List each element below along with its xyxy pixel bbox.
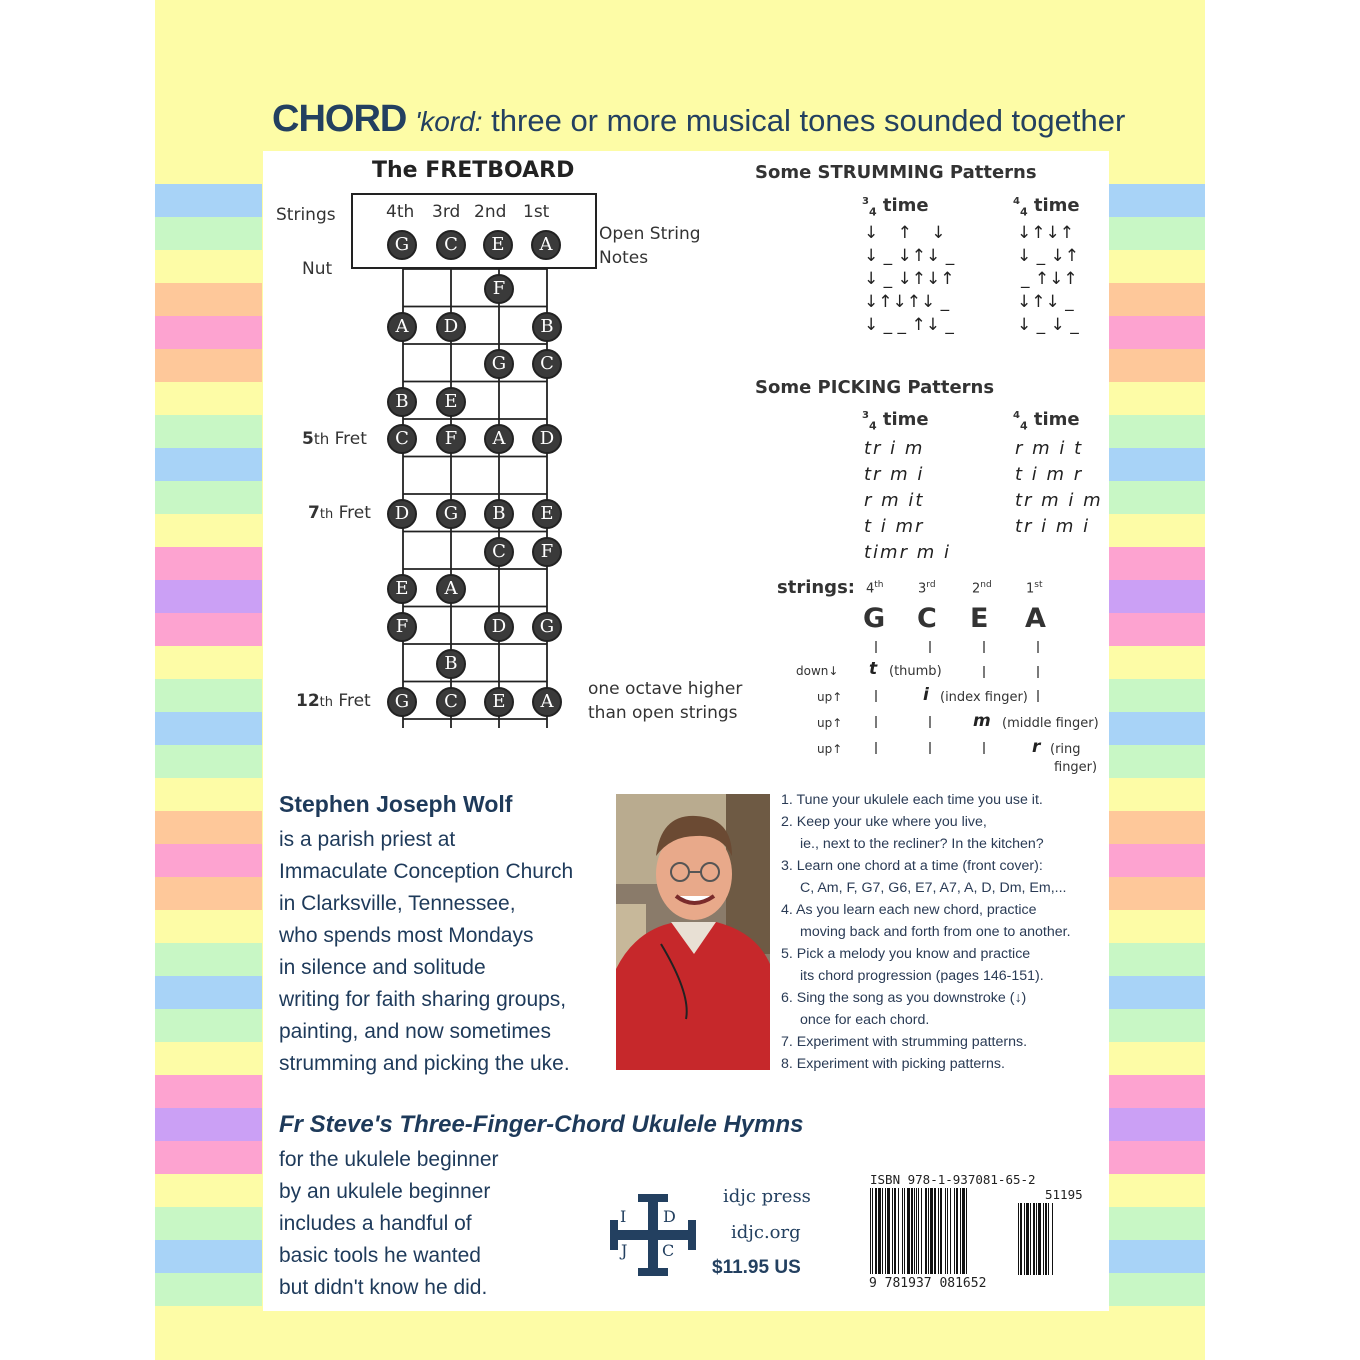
bio-line: is a parish priest at [279, 828, 456, 851]
barcode-bar [1043, 1203, 1044, 1275]
book-line: for the ukulele beginner [279, 1148, 499, 1171]
pick-pattern: tr i m [864, 438, 925, 459]
tip-line: 7. Experiment with strumming patterns. [781, 1034, 1028, 1050]
strum-pattern: ↓ _ ↓ _ [1017, 315, 1079, 335]
bio-line: Immaculate Conception Church [279, 860, 574, 883]
stripe [155, 514, 262, 547]
price: $11.95 US [712, 1257, 801, 1278]
stripe [1109, 580, 1205, 613]
fret-note: F [436, 424, 466, 454]
octave-label-line1: one octave higher [588, 679, 743, 699]
barcode-bar [938, 1188, 939, 1274]
tip-line: 4. As you learn each new chord, practice [781, 902, 1037, 918]
barcode-bar [950, 1188, 951, 1274]
stripe [155, 1075, 262, 1108]
barcode-bar [882, 1188, 883, 1274]
fret-note: D [436, 312, 466, 342]
barcode-bar [907, 1188, 910, 1274]
string-number-1: 1st [523, 202, 550, 222]
barcode-bar [1036, 1203, 1037, 1275]
fret-note: D [532, 424, 562, 454]
stripe [155, 580, 262, 613]
open-string-label-line1: Open String [599, 224, 701, 244]
ordinal-4: 4th [866, 580, 884, 597]
stripe [155, 151, 262, 184]
stripe [155, 613, 262, 646]
strings-label: Strings [276, 205, 336, 225]
stripe [1109, 316, 1205, 349]
tip-line: 5. Pick a melody you know and practice [781, 946, 1031, 962]
ordinal-1: 1st [1026, 580, 1043, 597]
pick-pattern: r m i t [1015, 438, 1084, 459]
barcode-bar [966, 1188, 967, 1274]
logo-letter-j: J [621, 1241, 628, 1260]
barcode-bar [1052, 1203, 1053, 1275]
stripe [155, 217, 262, 250]
barcode-bar [940, 1188, 942, 1274]
book-line: by an ukulele beginner [279, 1180, 491, 1203]
strumming-44-heading: $^4_4$ time [1013, 195, 1080, 219]
fret-note: G [532, 612, 562, 642]
tip-line: moving back and forth from one to another. [800, 924, 1071, 940]
string-name-a: A [1025, 603, 1046, 634]
book-title: Fr Steve's Three-Finger-Chord Ukulele Hymns [279, 1111, 804, 1138]
stripe [1109, 943, 1205, 976]
stripe-border-right [1109, 151, 1205, 1311]
bio-line: painting, and now sometimes [279, 1020, 551, 1043]
barcode-bar [902, 1188, 903, 1274]
fret-note: C [532, 349, 562, 379]
finger-t: t [869, 659, 878, 679]
stripe [155, 250, 262, 283]
fret-note: D [484, 612, 514, 642]
headline-definition: three or more musical tones sounded together [491, 103, 1126, 138]
fret-note: G [387, 687, 417, 717]
fret-label-12: 12th Fret [296, 691, 371, 711]
stripe [155, 679, 262, 712]
barcode-bar [878, 1188, 881, 1274]
stripe [155, 1108, 262, 1141]
tip-line: 6. Sing the song as you downstroke (↓) [781, 990, 1027, 1006]
stripe [1109, 1207, 1205, 1240]
pick-pattern: tr i m i [1015, 516, 1091, 537]
stripe [1109, 283, 1205, 316]
pick-pattern: t i mr [864, 516, 925, 537]
stripe [155, 184, 262, 217]
isbn-text: ISBN 978-1-937081-65-2 [870, 1172, 1036, 1187]
string-name-c: C [917, 603, 937, 634]
stripe [1109, 1042, 1205, 1075]
barcode-bar [904, 1188, 905, 1274]
strings-chart-label: strings: [777, 577, 855, 598]
barcode-bar [872, 1188, 873, 1274]
fret-label-7: 7th Fret [308, 503, 371, 523]
barcode-bar [930, 1188, 933, 1274]
tips-list [781, 789, 1071, 1075]
nut-label: Nut [302, 259, 333, 279]
stripe [155, 382, 262, 415]
direction-up: up↑ [817, 716, 843, 730]
stripe [1109, 910, 1205, 943]
fret-note: C [484, 537, 514, 567]
barcode-bar [916, 1188, 917, 1274]
headline-pronunciation: 'kord: [414, 106, 483, 137]
barcode-digits: 9 781937 081652 [869, 1276, 987, 1291]
bio-line: who spends most Mondays [279, 924, 534, 947]
picking-title: Some PICKING Patterns [755, 377, 995, 398]
stripe [155, 712, 262, 745]
stripe [155, 1240, 262, 1273]
stripe [155, 415, 262, 448]
fret-note: A [532, 687, 562, 717]
barcode-bar [898, 1188, 899, 1274]
stripe [1109, 1141, 1205, 1174]
fret-note: D [387, 499, 417, 529]
strumming-title: Some STRUMMING Patterns [755, 162, 1037, 183]
stripe [1109, 976, 1205, 1009]
logo-letter-i: I [620, 1207, 627, 1226]
stripe [155, 976, 262, 1009]
stripe [1109, 250, 1205, 283]
stripe [1109, 382, 1205, 415]
stripe [155, 844, 262, 877]
strum-pattern: ↓ _ ↓↑↓↑ [864, 269, 955, 289]
open-note-a: A [531, 230, 561, 260]
barcode-bar [928, 1188, 929, 1274]
pick-pattern: r m it [864, 490, 925, 511]
strum-pattern: ↓ ↑ ↓ [864, 223, 946, 243]
barcode-bar [1030, 1203, 1031, 1275]
stripe [155, 1273, 262, 1306]
logo-letter-c: C [662, 1241, 675, 1260]
tip-line: 8. Experiment with picking patterns. [781, 1056, 1005, 1072]
stripe [1109, 745, 1205, 778]
stripe [155, 1009, 262, 1042]
stripe [1109, 1108, 1205, 1141]
open-note-c: C [436, 230, 466, 260]
pick-pattern: timr m i [864, 542, 951, 563]
string-number-2: 2nd [474, 202, 507, 222]
direction-up: up↑ [817, 690, 843, 704]
open-note-e: E [483, 230, 513, 260]
stripe [1109, 877, 1205, 910]
stripe [1109, 151, 1205, 184]
stripe [1109, 1009, 1205, 1042]
stripe [1109, 811, 1205, 844]
fret-note: A [387, 312, 417, 342]
barcode-bar [947, 1188, 948, 1274]
octave-label-line2: than open strings [588, 703, 738, 723]
barcode-addon [1018, 1203, 1076, 1278]
fret-note: A [484, 424, 514, 454]
ordinal-3: 3rd [918, 580, 936, 597]
fretboard-grid [395, 268, 555, 730]
finger-i: i [923, 685, 929, 705]
tip-line: once for each chord. [800, 1012, 930, 1028]
fret-note: B [387, 387, 417, 417]
stripe [155, 283, 262, 316]
stripe [155, 349, 262, 382]
stripe [1109, 679, 1205, 712]
stripe [1109, 184, 1205, 217]
barcode-bar [921, 1188, 922, 1274]
open-string-label-line2: Notes [599, 248, 649, 268]
barcode-bar [1045, 1203, 1047, 1275]
bio-line: in silence and solitude [279, 956, 486, 979]
barcode-bar [918, 1188, 919, 1274]
stripe [155, 1174, 262, 1207]
fret-note: C [387, 424, 417, 454]
finger-m: m [973, 711, 991, 731]
bio-line: strumming and picking the uke. [279, 1052, 570, 1075]
finger-r-desc-line2: finger) [1054, 760, 1098, 775]
stripe [1109, 217, 1205, 250]
barcode-bar [934, 1188, 936, 1274]
tip-line: 1. Tune your ukulele each time you use it. [781, 792, 1043, 808]
stripe [1109, 514, 1205, 547]
strumming-34-list [864, 222, 955, 337]
stripe [155, 646, 262, 679]
stripe-border-left [155, 151, 262, 1311]
fret-note: B [436, 649, 466, 679]
author-bio [279, 824, 573, 1080]
barcode-bar [925, 1188, 927, 1274]
author-name: Stephen Joseph Wolf [279, 791, 513, 817]
logo-letter-d: D [663, 1207, 676, 1226]
picking-44-list [1015, 436, 1103, 540]
stripe [1109, 844, 1205, 877]
stripe [155, 1141, 262, 1174]
fret-note: A [436, 574, 466, 604]
barcode-addon-number: 51195 [1045, 1187, 1083, 1202]
strumming-44-list [1017, 222, 1079, 337]
stripe [155, 481, 262, 514]
stripe [155, 811, 262, 844]
finger-r-desc: (ring [1050, 742, 1081, 757]
direction-up: up↑ [817, 742, 843, 756]
barcode-bar [911, 1188, 913, 1274]
stripe [155, 547, 262, 580]
stripe [1109, 613, 1205, 646]
fret-note: F [532, 537, 562, 567]
stripe [155, 1042, 262, 1075]
open-note-g: G [387, 230, 417, 260]
barcode-bar [870, 1188, 871, 1274]
headline [272, 98, 1125, 141]
tip-line: 2. Keep your uke where you live, [781, 814, 987, 830]
fret-note: C [436, 687, 466, 717]
barcode-bar [875, 1188, 877, 1274]
strum-pattern: ↓ _ _ ↑↓ _ [864, 315, 954, 335]
barcode-bar [956, 1188, 958, 1274]
barcode-bar [1026, 1203, 1029, 1275]
strum-pattern: ↓↑↓↑↓ _ [864, 292, 950, 312]
stripe [155, 316, 262, 349]
stripe [1109, 415, 1205, 448]
fretboard-title: The FRETBOARD [372, 158, 575, 183]
string-name-g: G [863, 603, 886, 634]
stripe [1109, 349, 1205, 382]
fret-note: B [532, 312, 562, 342]
string-number-3: 3rd [432, 202, 461, 222]
author-photo [616, 794, 770, 1070]
finger-r: r [1032, 737, 1041, 757]
book-line: but didn't know he did. [279, 1276, 488, 1299]
fret-note: G [436, 499, 466, 529]
fret-note: E [436, 387, 466, 417]
stripe [155, 448, 262, 481]
stripe [1109, 1174, 1205, 1207]
strum-pattern: ↓↑↓ _ [1017, 292, 1074, 312]
finger-t-desc: (thumb) [889, 664, 942, 679]
fret-note: E [484, 687, 514, 717]
barcode-bar [894, 1188, 896, 1274]
barcode-bar [1024, 1203, 1025, 1275]
publisher-logo-icon [608, 1190, 698, 1280]
barcode-bar [1020, 1203, 1022, 1275]
fret-note: F [387, 612, 417, 642]
pick-pattern: tr m i [864, 464, 925, 485]
stripe [155, 910, 262, 943]
book-line: includes a handful of [279, 1212, 472, 1235]
stripe [155, 943, 262, 976]
strum-pattern: _ ↑↓↑ [1021, 269, 1078, 289]
strum-pattern: ↓ _ ↓↑ [1017, 246, 1080, 266]
picking-34-list [864, 436, 951, 566]
book-line: basic tools he wanted [279, 1244, 481, 1267]
barcode-bar [885, 1188, 886, 1274]
direction-down: down↓ [796, 664, 839, 678]
finger-i-desc: (index finger) [940, 690, 1028, 705]
barcode-bar [1048, 1203, 1049, 1275]
bio-line: in Clarksville, Tennessee, [279, 892, 516, 915]
picking-34-heading: $^3_4$ time [862, 409, 929, 433]
fret-label-5: 5th Fret [302, 429, 367, 449]
stripe [1109, 778, 1205, 811]
strum-pattern: ↓ _ ↓↑↓ _ [864, 246, 955, 266]
tip-line: 3. Learn one chord at a time (front cover): [781, 858, 1043, 874]
stripe [1109, 1273, 1205, 1306]
stripe [1109, 1075, 1205, 1108]
picking-44-heading: $^4_4$ time [1013, 409, 1080, 433]
tip-line: ie., next to the recliner? In the kitchen? [800, 836, 1044, 852]
barcode-bar [887, 1188, 890, 1274]
barcode-bar [1033, 1203, 1035, 1275]
stripe [1109, 712, 1205, 745]
barcode-bar [960, 1188, 961, 1274]
tip-line: C, Am, F, G7, G6, E7, A7, A, D, Dm, Em,... [800, 880, 1067, 896]
stripe [155, 1207, 262, 1240]
pick-pattern: t i m r [1015, 464, 1084, 485]
strumming-34-heading: $^3_4$ time [862, 195, 929, 219]
stripe [155, 778, 262, 811]
fret-note: F [484, 274, 514, 304]
publisher-site: idjc.org [731, 1222, 801, 1243]
fret-note: E [532, 499, 562, 529]
ordinal-2: 2nd [972, 580, 992, 597]
stripe [1109, 547, 1205, 580]
stripe [155, 877, 262, 910]
barcode-bar [1038, 1203, 1041, 1275]
barcode-bar [954, 1188, 955, 1274]
barcode-bar [962, 1188, 965, 1274]
barcode-bar [1018, 1203, 1019, 1275]
publisher-name: idjc press [723, 1186, 811, 1207]
headline-word: CHORD [272, 98, 407, 140]
strum-pattern: ↓↑↓↑ [1017, 223, 1074, 243]
finger-m-desc: (middle finger) [1002, 716, 1099, 731]
string-name-e: E [970, 603, 989, 634]
stripe [1109, 1240, 1205, 1273]
stripe [155, 745, 262, 778]
fret-note: B [484, 499, 514, 529]
bio-line: writing for faith sharing groups, [279, 988, 567, 1011]
pick-pattern: tr m i m [1015, 490, 1103, 511]
stripe [1109, 448, 1205, 481]
barcode-bar [892, 1188, 893, 1274]
book-description [279, 1144, 499, 1304]
barcode-bar [914, 1188, 915, 1274]
barcode-bar [945, 1188, 946, 1274]
stripe [1109, 481, 1205, 514]
stripe [1109, 646, 1205, 679]
fret-note: G [484, 349, 514, 379]
barcode-main [870, 1188, 1010, 1278]
string-number-4: 4th [386, 202, 415, 222]
fret-note: E [387, 574, 417, 604]
tip-line: its chord progression (pages 146-151). [800, 968, 1044, 984]
